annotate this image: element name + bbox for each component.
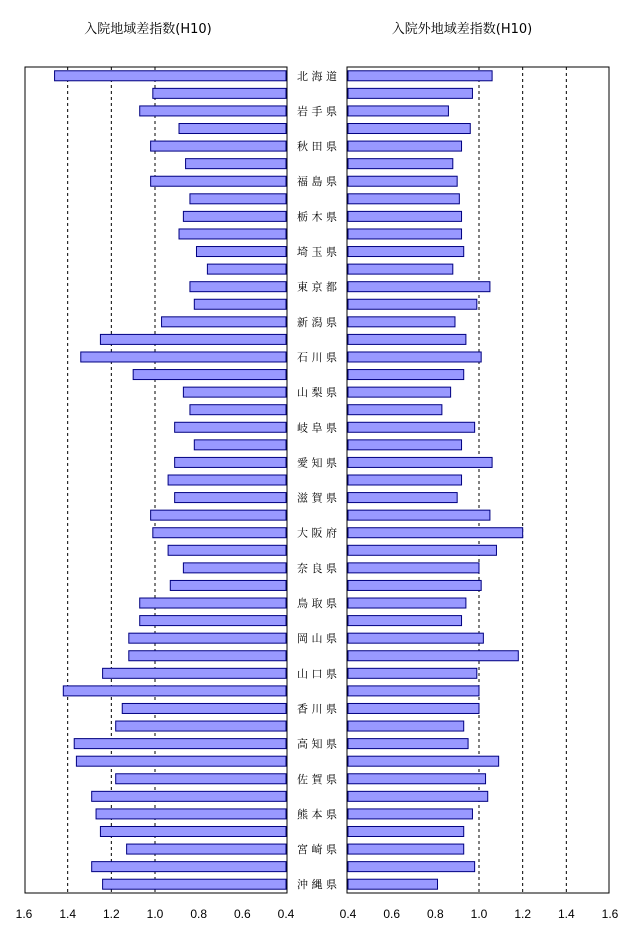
prefecture-label: 熊 本 県 bbox=[297, 807, 337, 821]
inpatient-bar bbox=[63, 686, 286, 696]
prefecture-label: 山 口 県 bbox=[297, 667, 337, 681]
outpatient-bar bbox=[348, 809, 472, 819]
inpatient-bar bbox=[175, 422, 286, 432]
inpatient-bar bbox=[183, 387, 286, 397]
inpatient-bar bbox=[129, 651, 286, 661]
inpatient-bar bbox=[116, 721, 286, 731]
outpatient-bar bbox=[348, 862, 475, 872]
inpatient-bar bbox=[81, 352, 286, 362]
outpatient-bar bbox=[348, 88, 472, 98]
prefecture-label: 沖 縄 県 bbox=[297, 878, 337, 892]
inpatient-tick-label: 0.8 bbox=[190, 907, 208, 921]
inpatient-panel bbox=[25, 67, 287, 893]
inpatient-bar bbox=[190, 194, 286, 204]
prefecture-label: 岡 山 県 bbox=[297, 632, 337, 646]
inpatient-bar bbox=[96, 809, 286, 819]
inpatient-bar bbox=[116, 774, 286, 784]
outpatient-bar bbox=[348, 387, 451, 397]
outpatient-bar bbox=[348, 598, 466, 608]
outpatient-bar bbox=[348, 299, 477, 309]
prefecture-label: 愛 知 県 bbox=[297, 456, 337, 470]
outpatient-bar bbox=[348, 668, 477, 678]
prefecture-label: 岐 阜 県 bbox=[297, 421, 337, 435]
outpatient-bar bbox=[348, 282, 490, 292]
inpatient-tick-label: 0.6 bbox=[233, 907, 251, 921]
outpatient-bar bbox=[348, 510, 490, 520]
outpatient-bar bbox=[348, 229, 462, 239]
inpatient-bar bbox=[133, 370, 286, 380]
prefecture-label: 岩 手 県 bbox=[297, 104, 337, 118]
inpatient-bar bbox=[122, 703, 286, 713]
inpatient-bar bbox=[92, 791, 286, 801]
inpatient-bar bbox=[175, 493, 286, 503]
prefecture-label: 大 阪 府 bbox=[297, 526, 337, 540]
outpatient-bar bbox=[348, 211, 462, 221]
inpatient-bar bbox=[179, 124, 286, 134]
prefecture-label: 滋 賀 県 bbox=[297, 491, 337, 505]
outpatient-bar bbox=[348, 756, 499, 766]
outpatient-bar bbox=[348, 176, 457, 186]
inpatient-bar bbox=[196, 247, 286, 257]
inpatient-bar bbox=[92, 862, 286, 872]
outpatient-bar bbox=[348, 844, 464, 854]
inpatient-bar bbox=[55, 71, 286, 81]
inpatient-bar bbox=[194, 299, 286, 309]
inpatient-bar bbox=[183, 563, 286, 573]
inpatient-bar bbox=[129, 633, 286, 643]
outpatient-tick-label: 1.4 bbox=[557, 907, 575, 921]
outpatient-bar bbox=[348, 422, 475, 432]
prefecture-label: 秋 田 県 bbox=[297, 140, 337, 154]
outpatient-bar bbox=[348, 580, 481, 590]
prefecture-labels bbox=[297, 69, 337, 891]
outpatient-bar bbox=[348, 475, 462, 485]
inpatient-tick-label: 1.4 bbox=[59, 907, 77, 921]
outpatient-bar bbox=[348, 563, 479, 573]
inpatient-bar bbox=[170, 580, 286, 590]
outpatient-bar bbox=[348, 651, 518, 661]
outpatient-bar bbox=[348, 124, 470, 134]
outpatient-tick-label: 0.4 bbox=[339, 907, 357, 921]
prefecture-label: 福 島 県 bbox=[297, 175, 337, 189]
prefecture-label: 宮 崎 県 bbox=[297, 843, 337, 857]
prefecture-label: 鳥 取 県 bbox=[297, 597, 337, 611]
inpatient-bar bbox=[183, 211, 286, 221]
outpatient-bar bbox=[348, 194, 459, 204]
prefecture-label: 石 川 県 bbox=[297, 350, 337, 364]
outpatient-bar bbox=[348, 774, 486, 784]
outpatient-tick-label: 1.2 bbox=[514, 907, 532, 921]
inpatient-bar bbox=[127, 844, 286, 854]
outpatient-bar bbox=[348, 334, 466, 344]
outpatient-tick-label: 0.8 bbox=[426, 907, 444, 921]
inpatient-bar bbox=[140, 106, 286, 116]
inpatient-bar bbox=[168, 475, 286, 485]
outpatient-bar bbox=[348, 247, 464, 257]
outpatient-bar bbox=[348, 370, 464, 380]
inpatient-bar bbox=[186, 159, 286, 169]
inpatient-bar bbox=[140, 616, 286, 626]
inpatient-tick-label: 0.4 bbox=[277, 907, 295, 921]
inpatient-tick-label: 1.6 bbox=[15, 907, 33, 921]
outpatient-tick-label: 1.6 bbox=[601, 907, 619, 921]
outpatient-bar bbox=[348, 633, 483, 643]
inpatient-axis-ticks bbox=[16, 907, 295, 921]
inpatient-bar bbox=[100, 826, 286, 836]
prefecture-label: 奈 良 県 bbox=[297, 561, 337, 575]
inpatient-bar bbox=[103, 879, 286, 889]
outpatient-bar bbox=[348, 791, 488, 801]
inpatient-tick-label: 1.2 bbox=[102, 907, 120, 921]
inpatient-bar bbox=[207, 264, 286, 274]
inpatient-bar bbox=[194, 440, 286, 450]
inpatient-bar bbox=[151, 176, 286, 186]
outpatient-bar bbox=[348, 317, 455, 327]
inpatient-bar bbox=[103, 668, 286, 678]
inpatient-bar bbox=[151, 510, 286, 520]
prefecture-label: 栃 木 県 bbox=[297, 210, 337, 224]
outpatient-axis-ticks bbox=[340, 907, 619, 921]
inpatient-bar bbox=[162, 317, 286, 327]
outpatient-bar bbox=[348, 405, 442, 415]
outpatient-bar bbox=[348, 159, 453, 169]
prefecture-label: 佐 賀 県 bbox=[297, 772, 337, 786]
outpatient-bar bbox=[348, 879, 438, 889]
outpatient-bar bbox=[348, 493, 457, 503]
inpatient-bar bbox=[151, 141, 286, 151]
prefecture-label: 山 梨 県 bbox=[297, 386, 337, 400]
outpatient-bar bbox=[348, 71, 492, 81]
inpatient-bar bbox=[153, 88, 286, 98]
outpatient-bar bbox=[348, 352, 481, 362]
inpatient-bar bbox=[74, 739, 286, 749]
outpatient-tick-label: 1.0 bbox=[470, 907, 488, 921]
outpatient-bar bbox=[348, 826, 464, 836]
outpatient-panel bbox=[347, 67, 609, 893]
inpatient-bar bbox=[100, 334, 286, 344]
prefecture-label: 東 京 都 bbox=[297, 280, 337, 294]
outpatient-bar bbox=[348, 457, 492, 467]
outpatient-bar bbox=[348, 739, 468, 749]
outpatient-bar bbox=[348, 686, 479, 696]
inpatient-bar bbox=[190, 282, 286, 292]
outpatient-bar bbox=[348, 545, 496, 555]
inpatient-bar bbox=[190, 405, 286, 415]
prefecture-label: 埼 玉 県 bbox=[297, 245, 337, 259]
outpatient-bar bbox=[348, 141, 462, 151]
outpatient-bar bbox=[348, 440, 462, 450]
outpatient-bar bbox=[348, 528, 523, 538]
outpatient-chart-title: 入院外地域差指数(H10) bbox=[391, 22, 533, 37]
outpatient-bar bbox=[348, 264, 453, 274]
inpatient-bar bbox=[168, 545, 286, 555]
outpatient-bar bbox=[348, 721, 464, 731]
inpatient-tick-label: 1.0 bbox=[146, 907, 164, 921]
outpatient-tick-label: 0.6 bbox=[383, 907, 401, 921]
inpatient-bar bbox=[140, 598, 286, 608]
inpatient-bar bbox=[175, 457, 286, 467]
inpatient-bar bbox=[76, 756, 286, 766]
outpatient-bar bbox=[348, 703, 479, 713]
inpatient-bar bbox=[179, 229, 286, 239]
prefecture-label: 香 川 県 bbox=[297, 702, 337, 716]
outpatient-bar bbox=[348, 616, 462, 626]
prefecture-label: 新 潟 県 bbox=[297, 315, 337, 329]
inpatient-bar bbox=[153, 528, 286, 538]
outpatient-bar bbox=[348, 106, 448, 116]
prefecture-label: 高 知 県 bbox=[297, 737, 337, 751]
prefecture-label: 北 海 道 bbox=[297, 69, 337, 83]
inpatient-chart-title: 入院地域差指数(H10) bbox=[84, 22, 212, 37]
